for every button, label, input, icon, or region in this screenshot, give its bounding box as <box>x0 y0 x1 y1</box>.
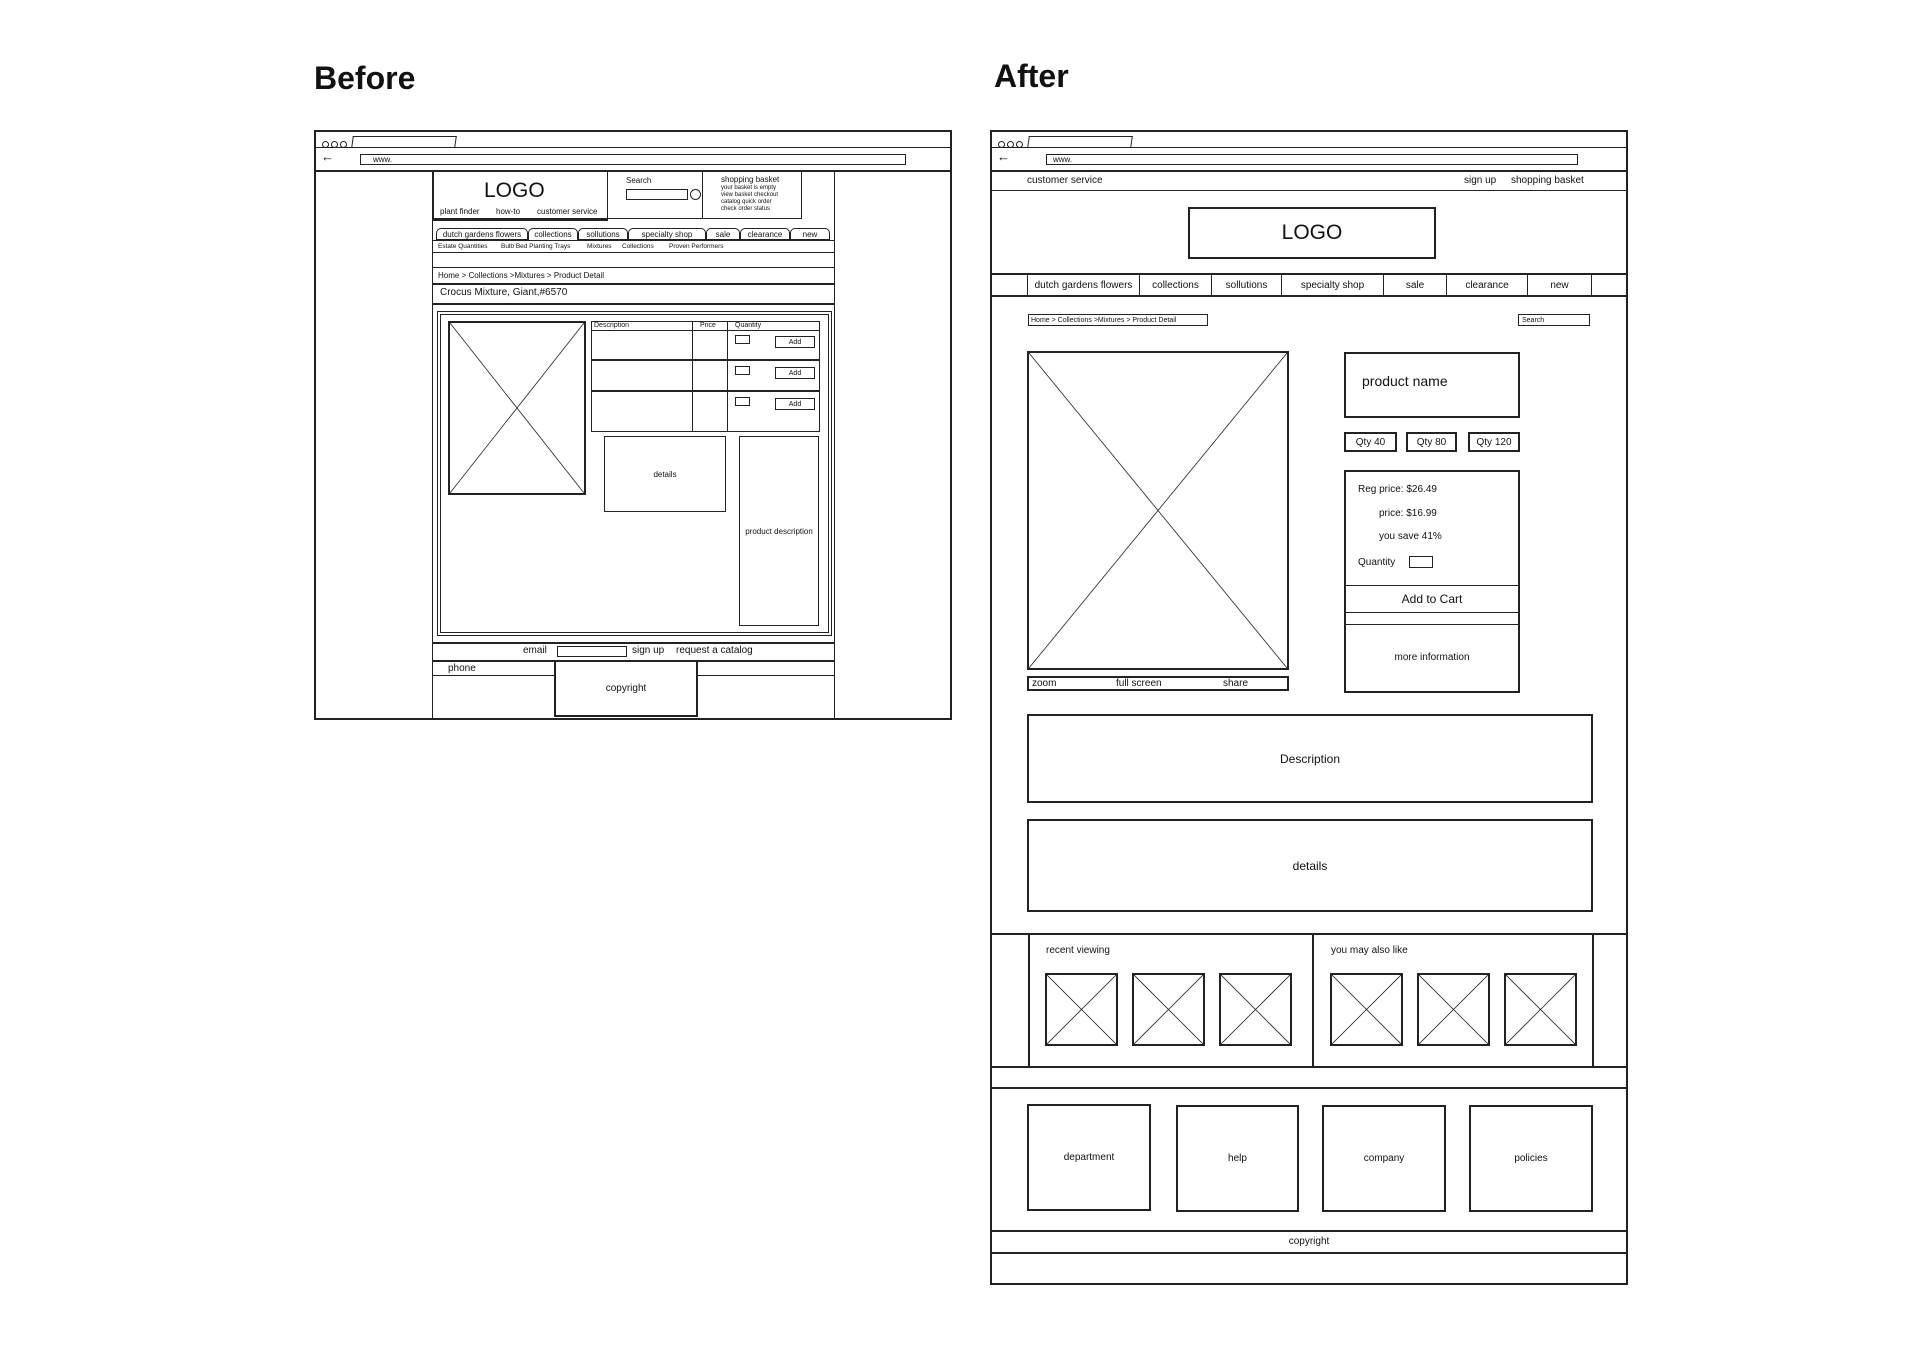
full-screen-button[interactable]: full screen <box>1116 678 1162 689</box>
add-label: Add <box>788 338 802 346</box>
top-customer-service[interactable]: customer service <box>1027 175 1103 186</box>
footer-sign-up[interactable]: sign up <box>632 645 665 656</box>
tab-specialty-shop[interactable] <box>628 228 706 240</box>
more-information-button[interactable] <box>1346 625 1518 689</box>
tab-label: sollutions <box>1225 279 1268 291</box>
footer-email-label: email <box>523 645 547 656</box>
add-button[interactable] <box>775 367 815 379</box>
basket-line[interactable]: catalog quick order <box>721 199 772 205</box>
details-label: details <box>653 469 677 479</box>
top-sign-up[interactable]: sign up <box>1464 175 1497 186</box>
tab-label: clearance <box>747 229 783 239</box>
search-input[interactable] <box>626 189 688 200</box>
search-button-icon[interactable] <box>690 189 701 200</box>
search-placeholder: Search <box>1522 317 1545 324</box>
add-button[interactable] <box>775 398 815 410</box>
footer-box-label: help <box>1228 1153 1247 1164</box>
tab-label: sale <box>715 229 731 239</box>
tab-new[interactable] <box>790 228 830 240</box>
tab-label: sale <box>1405 279 1425 291</box>
search-input[interactable] <box>1518 314 1590 326</box>
page-column <box>432 170 835 720</box>
address-text: www. <box>373 155 393 164</box>
nav-link-customer-service[interactable]: customer service <box>537 207 598 216</box>
details-label: details <box>1292 858 1328 873</box>
details-section <box>1027 819 1593 912</box>
breadcrumb-text: Home > Collections >Mixtures > Product Detail <box>1031 317 1177 324</box>
basket-box <box>702 170 802 219</box>
quantity-checkbox[interactable] <box>735 397 750 406</box>
product-name-box <box>1344 352 1520 418</box>
tab-collections[interactable] <box>1140 275 1212 295</box>
description-section <box>1027 714 1593 803</box>
tab-specialty-shop[interactable] <box>1282 275 1384 295</box>
product-description-label: product description <box>745 526 813 536</box>
share-button[interactable]: share <box>1223 678 1249 689</box>
qty-label: Qty 80 <box>1416 436 1447 448</box>
tab-new[interactable] <box>1528 275 1592 295</box>
tab-sale[interactable] <box>1384 275 1447 295</box>
address-bar[interactable] <box>360 154 906 165</box>
tab-label: specialty shop <box>641 229 693 239</box>
image-tools-bar <box>1027 676 1289 691</box>
suggested-item-thumbnail[interactable] <box>1417 973 1490 1046</box>
qty-label: Qty 40 <box>1355 436 1386 448</box>
copyright-label: copyright <box>605 683 647 694</box>
image-placeholder-icon <box>1029 353 1287 668</box>
table-header: Price <box>700 322 716 329</box>
after-browser-window <box>990 130 1628 1285</box>
footer-box-label: policies <box>1514 1153 1548 1164</box>
add-label: Add <box>788 369 802 377</box>
reg-price: Reg price: $26.49 <box>1358 484 1437 495</box>
add-to-cart-button[interactable] <box>1346 586 1518 612</box>
tab-label: new <box>802 229 818 239</box>
subnav-item[interactable]: Bulb Bed Planting Trays <box>501 243 571 250</box>
footer-policies[interactable] <box>1469 1105 1593 1212</box>
recent-viewing-title: recent viewing <box>1046 945 1110 956</box>
add-to-cart-label: Add to Cart <box>1401 592 1463 606</box>
footer-help[interactable] <box>1176 1105 1299 1212</box>
quantity-label: Quantity <box>1358 557 1396 568</box>
footer-copyright <box>554 660 698 717</box>
nav-link-how-to[interactable]: how-to <box>496 207 521 216</box>
address-text: www. <box>1053 155 1073 164</box>
quantity-checkbox[interactable] <box>735 366 750 375</box>
purchase-panel <box>1344 470 1520 693</box>
subnav-item[interactable]: Proven Performers <box>669 243 724 250</box>
image-placeholder-icon <box>1221 975 1290 1044</box>
quantity-input[interactable] <box>1409 556 1433 568</box>
recent-item-thumbnail[interactable] <box>1045 973 1118 1046</box>
tab-label: collections <box>1152 279 1199 291</box>
breadcrumb[interactable] <box>1028 314 1208 326</box>
recent-item-thumbnail[interactable] <box>1132 973 1205 1046</box>
nav-link-plant-finder[interactable]: plant finder <box>440 207 480 216</box>
zoom-button[interactable]: zoom <box>1032 678 1057 689</box>
sale-price: price: $16.99 <box>1379 508 1437 519</box>
product-image-placeholder <box>1027 351 1289 670</box>
breadcrumb[interactable]: Home > Collections >Mixtures > Product Detail <box>438 271 605 280</box>
product-image-placeholder <box>448 321 586 495</box>
before-heading: Before <box>314 60 416 96</box>
tab-label: collections <box>534 230 572 239</box>
tab-dutch-gardens-flowers[interactable] <box>1027 275 1140 295</box>
address-bar[interactable] <box>1046 154 1578 165</box>
image-placeholder-icon <box>1506 975 1575 1044</box>
product-title: Crocus Mixture, Giant,#6570 <box>440 287 568 298</box>
copyright-label: copyright <box>1288 1235 1330 1247</box>
basket-line[interactable]: view basket checkout <box>721 192 779 198</box>
footer-email-input[interactable] <box>557 646 627 657</box>
logo: LOGO <box>484 179 545 202</box>
tab-clearance[interactable] <box>1447 275 1528 295</box>
logo-box <box>433 170 608 219</box>
qty-option-80[interactable] <box>1406 432 1457 452</box>
footer-department[interactable] <box>1027 1104 1151 1211</box>
tab-label: dutch gardens flowers <box>442 229 522 239</box>
description-label: Description <box>1279 751 1341 766</box>
price-table <box>591 321 820 432</box>
tab-label: dutch gardens flowers <box>1034 279 1133 291</box>
tab-label: sollutions <box>586 229 620 239</box>
image-placeholder-icon <box>1134 975 1203 1044</box>
basket-line[interactable]: check order status <box>721 206 771 212</box>
you-save: you save 41% <box>1379 531 1442 542</box>
logo-box[interactable] <box>1188 207 1436 259</box>
qty-option-40[interactable] <box>1344 432 1397 452</box>
you-may-also-like-title: you may also like <box>1331 945 1408 956</box>
footer-request-catalog[interactable]: request a catalog <box>676 645 753 656</box>
recent-item-thumbnail[interactable] <box>1219 973 1292 1046</box>
subnav-item[interactable]: Mixtures <box>587 243 612 250</box>
tab-collections[interactable] <box>528 228 578 240</box>
basket-title[interactable]: shopping basket <box>721 175 780 184</box>
image-placeholder-icon <box>450 323 584 493</box>
qty-label: Qty 120 <box>1476 436 1512 448</box>
footer-company[interactable] <box>1322 1105 1446 1212</box>
basket-line: your basket is empty <box>721 185 777 191</box>
tab-dutch-gardens-flowers[interactable] <box>436 228 528 240</box>
tab-sale[interactable] <box>706 228 740 240</box>
top-shopping-basket[interactable]: shopping basket <box>1511 175 1584 186</box>
back-arrow-icon[interactable]: ← <box>321 149 334 164</box>
footer-box-label: department <box>1063 1152 1115 1163</box>
tab-sollutions[interactable] <box>578 228 628 240</box>
table-header: Quantity <box>735 322 762 329</box>
qty-option-120[interactable] <box>1468 432 1520 452</box>
suggested-item-thumbnail[interactable] <box>1330 973 1403 1046</box>
product-area <box>437 311 832 636</box>
after-heading: After <box>994 58 1069 94</box>
tab-label: clearance <box>1465 279 1509 291</box>
suggested-item-thumbnail[interactable] <box>1504 973 1577 1046</box>
tab-label: specialty shop <box>1300 279 1365 291</box>
add-button[interactable] <box>775 336 815 348</box>
details-box[interactable] <box>604 436 726 512</box>
subnav-item[interactable]: Collections <box>622 243 654 250</box>
product-description-box <box>739 436 819 626</box>
more-information-label: more information <box>1394 651 1470 663</box>
image-placeholder-icon <box>1419 975 1488 1044</box>
footer-copyright <box>992 1232 1626 1250</box>
footer-phone: phone <box>448 663 476 674</box>
logo: LOGO <box>1281 221 1343 244</box>
subnav-item[interactable]: Estate Quantities <box>438 243 488 250</box>
quantity-checkbox[interactable] <box>735 335 750 344</box>
image-placeholder-icon <box>1332 975 1401 1044</box>
tab-clearance[interactable] <box>740 228 790 240</box>
tab-label: new <box>1550 279 1569 291</box>
search-label: Search <box>626 176 652 185</box>
table-header: Description <box>594 322 630 329</box>
search-box <box>607 170 703 219</box>
footer-box-label: company <box>1363 1153 1405 1164</box>
product-name: product name <box>1362 373 1448 389</box>
add-label: Add <box>788 400 802 408</box>
main-nav <box>992 273 1626 297</box>
tab-sollutions[interactable] <box>1212 275 1282 295</box>
image-placeholder-icon <box>1047 975 1116 1044</box>
before-browser-window <box>314 130 952 720</box>
back-arrow-icon[interactable]: ← <box>997 149 1010 164</box>
